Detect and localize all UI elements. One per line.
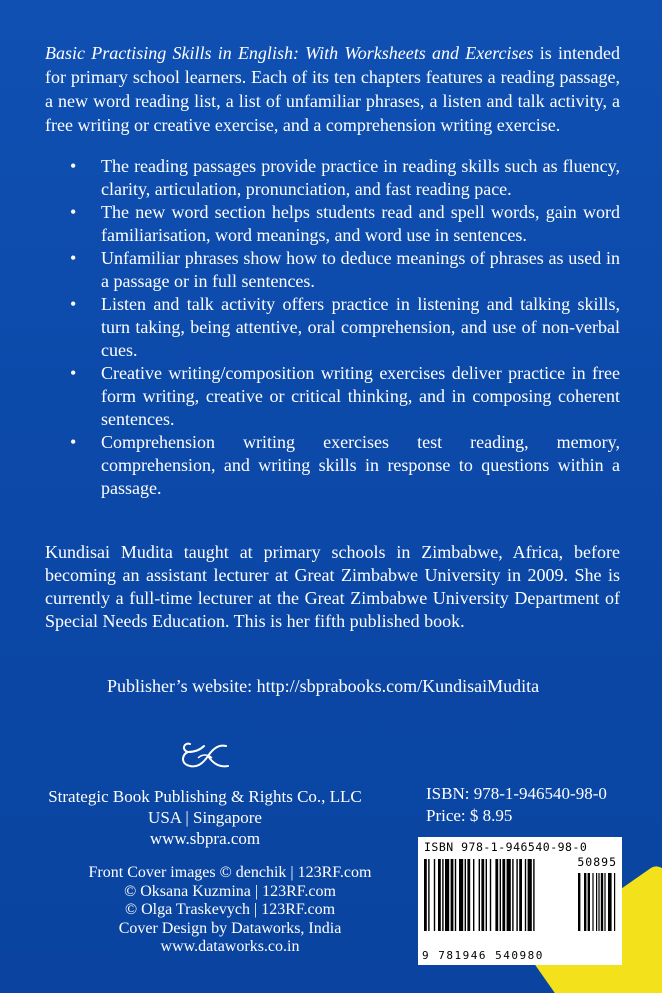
barcode-addon-bar: [584, 873, 586, 931]
barcode-bar: [434, 859, 435, 931]
barcode-addon-bar: [578, 873, 580, 931]
barcode-bar: [479, 859, 480, 931]
barcode-addon-bar: [604, 873, 605, 931]
publisher-name: Strategic Book Publishing & Rights Co., LLC: [48, 787, 362, 806]
barcode-bar: [516, 859, 517, 931]
barcode-addon-bar: [596, 873, 597, 931]
barcode-bar: [533, 859, 534, 931]
intro-paragraph: [45, 41, 620, 137]
publisher-url: www.sbpra.com: [149, 829, 261, 848]
list-item: • The new word section helps students read and spell words, gain word familiarisation, word meanings, and word use in sentences.: [70, 201, 620, 247]
barcode-bar: [495, 859, 498, 931]
barcode: [418, 837, 622, 965]
credit-line: Front Cover images © denchik | 123RF.com: [88, 864, 372, 881]
publisher-block: [30, 786, 380, 849]
list-item: • Comprehension writing exercises test reading, memory, comprehension, and writing skills in response to questions within a passage.: [70, 431, 620, 500]
list-item: • Unfamiliar phrases show how to deduce meanings of phrases as used in a passage or in full sentences.: [70, 247, 620, 293]
barcode-bar: [502, 859, 505, 931]
barcode-bar: [465, 859, 466, 931]
publisher-locations: USA | Singapore: [148, 808, 262, 827]
list-item: • Listen and talk activity offers practice in listening and talking skills, turn taking, being attentive, oral comprehension, and use of non-verbal cues.: [70, 293, 620, 362]
barcode-bar: [438, 859, 441, 931]
barcode-addon-bar: [592, 873, 593, 931]
barcode-bar: [442, 859, 443, 931]
barcode-addon-bar: [598, 873, 599, 931]
barcode-bar: [519, 859, 522, 931]
barcode-bar: [445, 859, 449, 931]
barcode-bar: [490, 859, 491, 931]
book-title: Basic Practising Skills in English: With Worksheets and Exercises: [45, 43, 534, 63]
barcode-bar: [500, 859, 501, 931]
barcode-addon-bar: [588, 873, 590, 931]
credit-line: © Olga Traskevych | 123RF.com: [124, 901, 336, 918]
author-bio: Kundisai Mudita taught at primary schools in Zimbabwe, Africa, before becoming an assistant lecturer at Great Zimbabwe University in 2009. She is currently a full-time lecturer at the Great Zimbabwe University Department of Special Needs Education. This is her fifth published book.: [45, 542, 620, 631]
credit-line: Cover Design by Dataworks, India: [118, 919, 342, 937]
cover-credits: [30, 864, 430, 957]
barcode-bars: [422, 855, 618, 951]
sbpra-script-logo-icon: [178, 738, 234, 774]
barcode-bar: [467, 859, 470, 931]
barcode-bar: [473, 859, 474, 931]
list-item: • The reading passages provide practice in reading skills such as fluency, clarity, articulation, pronunciation, and fast reading pace.: [70, 155, 620, 201]
isbn-label: ISBN: 978-1-946540-98-0: [426, 784, 607, 803]
barcode-bar: [525, 859, 526, 931]
barcode-isbn-text: ISBN 978-1-946540-98-0: [424, 840, 588, 854]
intro-text: is intended for primary school learners. Each of its ten chapters features a reading passage, a new word reading list, a list of unfamiliar phrases, a listen and talk activity, a free writing or creative exercise, and a comprehension writing exercise.: [45, 43, 620, 135]
publisher-website: Publisher’s website: http://sbprabooks.com/KundisaiMudita: [107, 676, 540, 696]
price-label: Price: $ 8.95: [426, 806, 513, 825]
barcode-bar: [512, 859, 513, 931]
barcode-bar: [428, 859, 429, 931]
list-item: • Creative writing/composition writing exercises deliver practice in free form writing, creative or critical thinking, and in composing coherent sentences.: [70, 362, 620, 431]
barcode-bar: [424, 859, 427, 931]
barcode-ean-digits: 9 781946 540980: [422, 949, 544, 962]
barcode-bar: [451, 859, 454, 931]
barcode-addon-digits: 50895: [577, 855, 617, 869]
barcode-bar: [507, 859, 511, 931]
barcode-bar: [455, 859, 456, 931]
barcode-addon-bar: [614, 873, 615, 931]
barcode-addon-bar: [608, 873, 612, 931]
barcode-bar: [481, 859, 484, 931]
isbn-price-block: [426, 783, 607, 827]
barcode-bar: [486, 859, 487, 931]
credit-line: www.dataworks.co.in: [160, 938, 300, 955]
barcode-bar: [459, 859, 463, 931]
barcode-addon-bar: [601, 873, 603, 931]
feature-list: [70, 155, 620, 500]
credit-line: © Oksana Kuzmina | 123RF.com: [124, 882, 336, 900]
barcode-bar: [528, 859, 532, 931]
